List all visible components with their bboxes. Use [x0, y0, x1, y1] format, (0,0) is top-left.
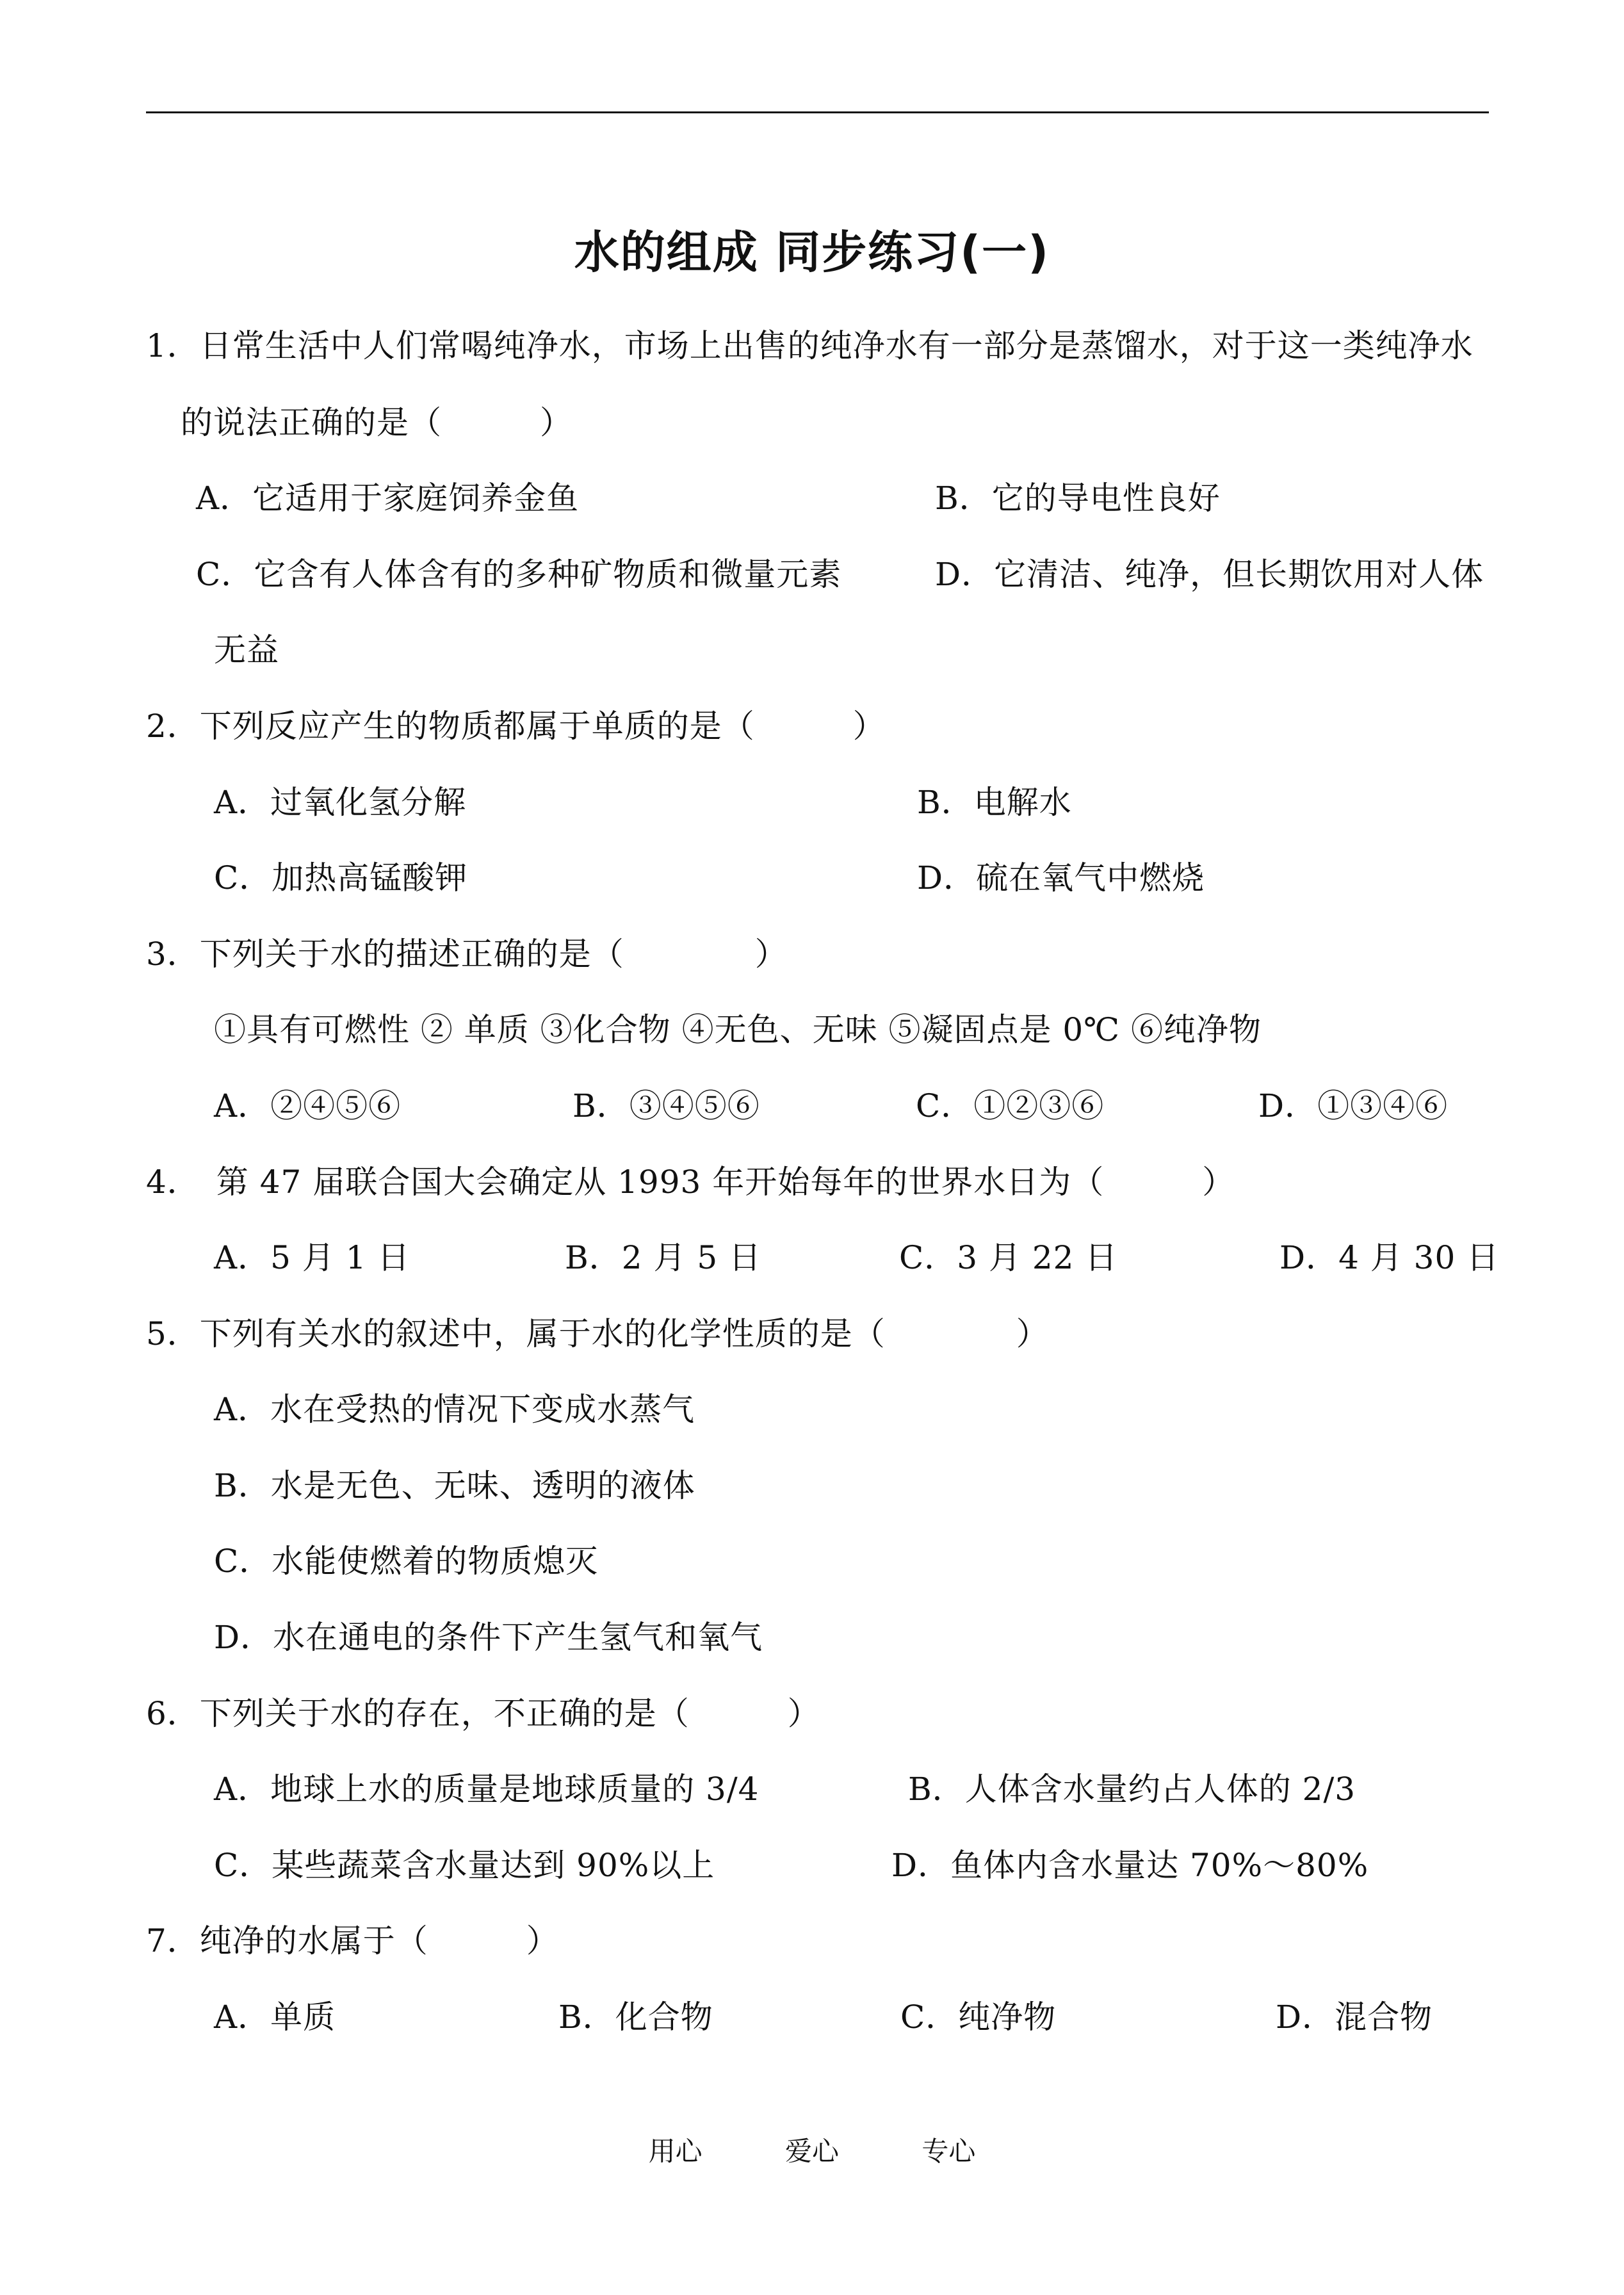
question-2-stem: 2．下列反应产生的物质都属于单质的是（ ） — [146, 708, 886, 745]
question-3-option-c: C．①②③⑥ — [916, 1087, 1105, 1124]
footer-text-1: 用心 — [648, 2136, 702, 2167]
question-5-stem: 5．下列有关水的叙述中，属于水的化学性质的是（ ） — [146, 1315, 1049, 1352]
question-6-option-c: C．某些蔬菜含水量达到 90%以上 — [214, 1847, 715, 1884]
question-1-option-a: A．它适用于家庭饲养金鱼 — [196, 480, 580, 517]
footer-text-2: 爱心 — [784, 2136, 839, 2167]
question-2-option-c: C．加热高锰酸钾 — [214, 859, 468, 896]
question-4-option-b: B．2 月 5 日 — [565, 1239, 762, 1276]
question-7-option-a: A．单质 — [214, 1999, 336, 2036]
question-1-option-d: D．它清洁、纯净，但长期饮用对人体 — [935, 556, 1484, 593]
question-1-stem-line-1: 1．日常生活中人们常喝纯净水，市场上出售的纯净水有一部分是蒸馏水，对于这一类纯净水 — [146, 327, 1474, 364]
page-title: 水的组成 同步练习(一) — [574, 226, 1050, 279]
question-5-option-c: C．水能使燃着的物质熄灭 — [214, 1543, 599, 1580]
question-6-option-b: B．人体含水量约占人体的 2/3 — [908, 1771, 1356, 1808]
question-6-stem: 6．下列关于水的存在，不正确的是（ ） — [146, 1695, 820, 1732]
question-3-option-a: A．②④⑤⑥ — [214, 1087, 402, 1124]
question-5-option-d: D．水在通电的条件下产生氢气和氧气 — [214, 1619, 763, 1656]
question-1-stem-line-2: 的说法正确的是（ ） — [181, 404, 572, 441]
footer-text-3: 专心 — [922, 2136, 976, 2167]
question-2-option-d: D．硫在氧气中燃烧 — [917, 859, 1205, 896]
question-3-option-b: B．③④⑤⑥ — [572, 1087, 760, 1124]
question-4-option-d: D．4 月 30 日 — [1279, 1239, 1500, 1276]
question-3-statements: ①具有可燃性 ② 单质 ③化合物 ④无色、无味 ⑤凝固点是 0℃ ⑥纯净物 — [214, 1011, 1262, 1048]
question-1-option-b: B．它的导电性良好 — [935, 480, 1221, 517]
question-7-option-b: B．化合物 — [558, 1999, 713, 2036]
question-5-option-b: B．水是无色、无味、透明的液体 — [214, 1467, 695, 1504]
page-footer — [0, 2132, 1624, 2171]
question-7-stem: 7．纯净的水属于（ ） — [146, 1922, 559, 1959]
question-2-option-a: A．过氧化氢分解 — [214, 784, 467, 821]
question-7-option-d: D．混合物 — [1276, 1999, 1433, 2036]
question-4-option-a: A．5 月 1 日 — [214, 1239, 410, 1276]
question-5-option-a: A．水在受热的情况下变成水蒸气 — [214, 1391, 695, 1428]
question-6-option-d: D．鱼体内含水量达 70%～80% — [891, 1847, 1369, 1884]
header-rule — [146, 111, 1489, 113]
question-7-option-c: C．纯净物 — [900, 1999, 1057, 2036]
question-2-option-b: B．电解水 — [917, 784, 1072, 821]
question-3-stem: 3．下列关于水的描述正确的是（ ） — [146, 936, 788, 973]
question-1-option-d-continued: 无益 — [214, 631, 279, 669]
question-1-option-c: C．它含有人体含有的多种矿物质和微量元素 — [196, 556, 842, 593]
question-6-option-a: A．地球上水的质量是地球质量的 3/4 — [214, 1771, 759, 1808]
question-4-stem: 4． 第 47 届联合国大会确定从 1993 年开始每年的世界水日为（ ） — [146, 1164, 1235, 1201]
question-3-option-d: D．①③④⑥ — [1258, 1087, 1449, 1124]
question-4-option-c: C．3 月 22 日 — [899, 1239, 1118, 1276]
